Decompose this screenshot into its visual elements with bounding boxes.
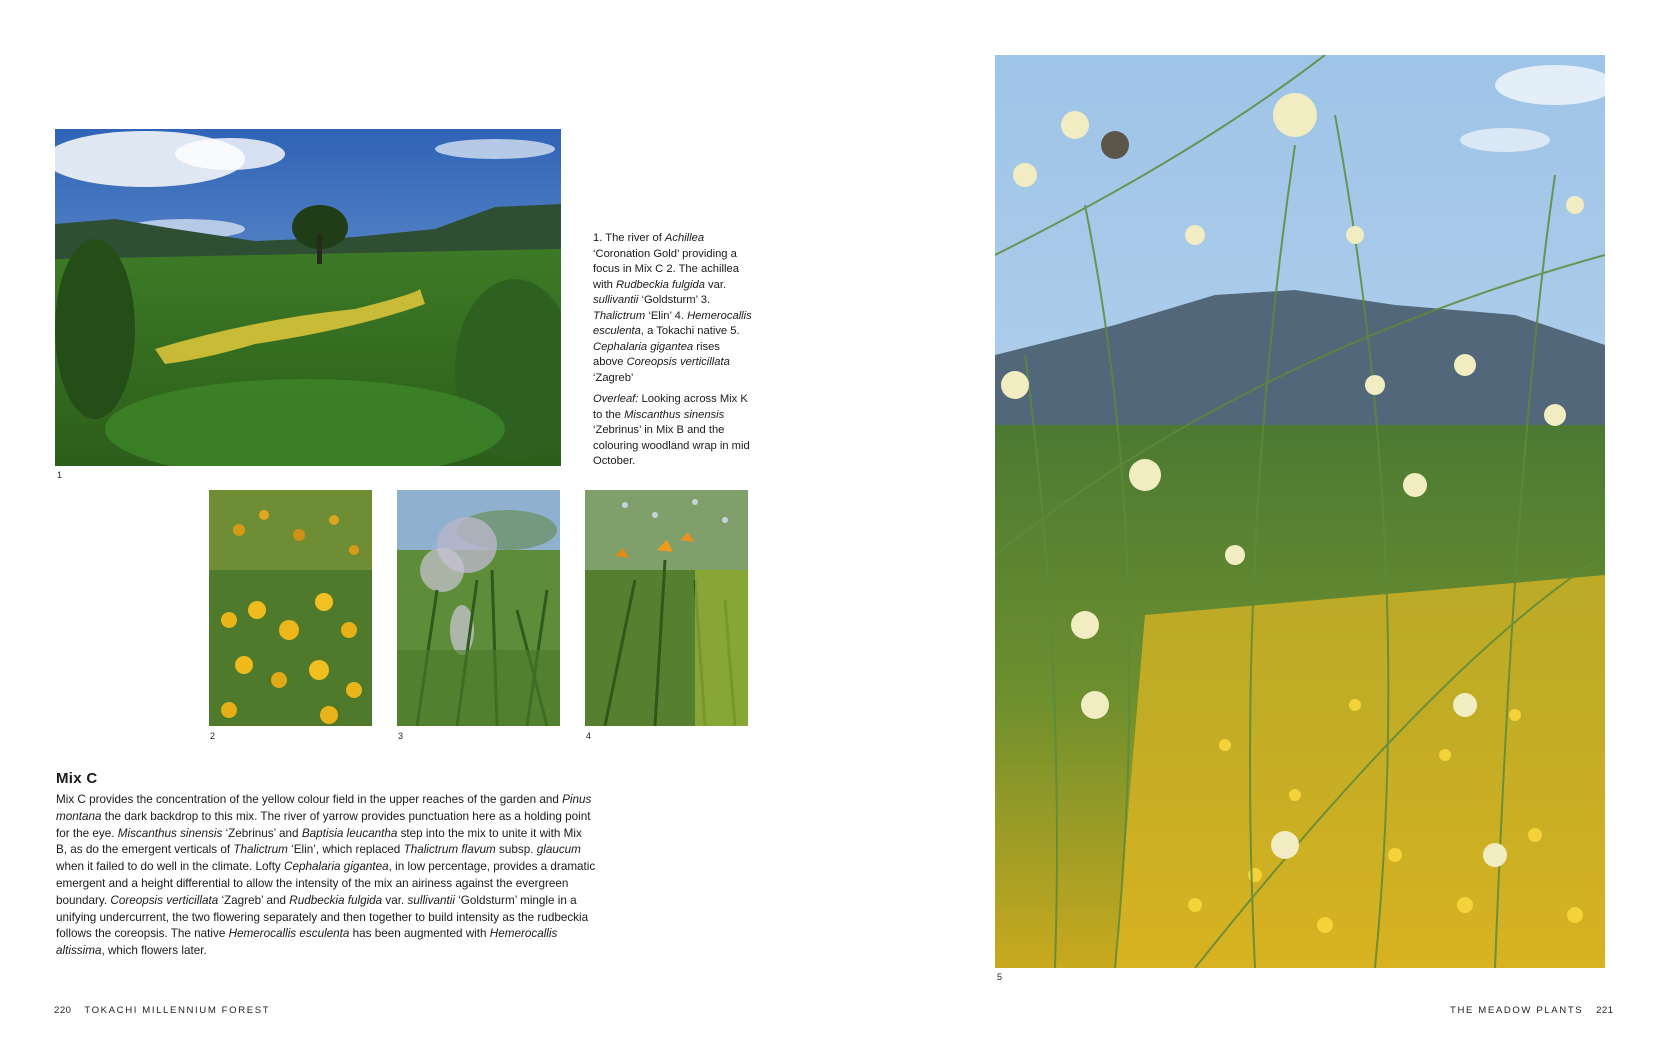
italic-run: Miscanthus sinensis — [117, 826, 223, 840]
footer-right — [1450, 1005, 1614, 1016]
italic-run: Hemerocallis esculenta — [593, 309, 752, 337]
running-title-right: THE MEADOW PLANTS — [1450, 1005, 1584, 1016]
text-run: has been augmented with — [349, 927, 490, 941]
text-run: var. — [704, 278, 727, 291]
photo-achillea-river — [55, 129, 561, 466]
photo-achillea-rudbeckia — [209, 490, 372, 726]
italic-run: Miscanthus sinensis — [624, 408, 725, 421]
page-number-left: 220 — [54, 1005, 72, 1016]
text-run: ‘Zagreb’ — [593, 371, 634, 384]
text-run: ‘Zebrinus’ and — [222, 826, 302, 840]
footer-left — [54, 1005, 270, 1016]
italic-run: sullivantii — [407, 893, 455, 907]
text-run: when it failed to do well in the climate. Lofty — [56, 860, 285, 874]
italic-run: Overleaf: — [593, 393, 639, 405]
text-run: 1. The river of — [593, 232, 665, 244]
italic-run: Hemerocallis esculenta — [228, 927, 350, 941]
italic-run: Achillea — [664, 232, 705, 244]
italic-run: Rudbeckia fulgida — [616, 278, 705, 291]
text-run: ‘Coronation Gold’ providing a focus in Mix C 2. The achillea with — [593, 247, 739, 291]
photo-hemerocallis — [585, 490, 748, 726]
italic-run: Hemerocallis altissima — [56, 927, 558, 958]
text-run: Looking across Mix K to the — [593, 393, 748, 421]
caption-figures — [593, 231, 753, 386]
text-run: step into the mix to unite it with Mix B, as do the emergent verticals of — [56, 826, 582, 857]
page-number-right: 221 — [1596, 1005, 1614, 1016]
figure-number-1: 1 — [57, 470, 63, 480]
text-run: ‘Elin’ 4. — [645, 309, 688, 322]
text-run: , which flowers later. — [101, 944, 207, 958]
section-heading: Mix C — [56, 770, 98, 787]
text-run: rises above — [593, 340, 720, 368]
italic-run: Cephalaria gigantea — [593, 340, 694, 353]
italic-run: Coreopsis verticillata — [626, 356, 730, 368]
italic-run: Thalictrum flavum — [403, 843, 496, 857]
text-run: ‘Goldsturm’ 3. — [638, 294, 711, 306]
text-run: ‘Goldsturm’ mingle in a unifying undercurrent, the two flowering separately and then together to build intensity as the rudbeckia follows the coreopsis. The native — [56, 893, 589, 941]
italic-run: Rudbeckia fulgida — [289, 893, 383, 907]
text-run: , a Tokachi native 5. — [640, 325, 740, 337]
text-run: the dark backdrop to this mix. The river of yarrow provides punctuation here as a holding point for the eye. — [56, 809, 591, 840]
figure-number-5: 5 — [997, 972, 1003, 982]
figure-caption — [593, 231, 753, 476]
italic-run: glaucum — [536, 843, 581, 857]
italic-run: Baptisia leucantha — [301, 826, 398, 840]
italic-run: Coreopsis verticillata — [110, 893, 219, 907]
section-body — [56, 792, 596, 960]
italic-run: Thalictrum — [593, 309, 646, 322]
text-run: , in low percentage, provides a dramatic emergent and a height differential to allow the intensity of the mix an airiness against the evergreen boundary. — [56, 860, 596, 907]
text-run: ‘Zebrinus’ in Mix B and the colouring woodland wrap in mid October. — [593, 424, 750, 467]
figure-number-2: 2 — [210, 731, 216, 741]
italic-run: sullivantii — [593, 294, 639, 306]
text-run: var. — [382, 893, 408, 907]
text-run: ‘Elin’, which replaced — [287, 843, 404, 857]
text-run: Mix C provides the concentration of the yellow colour field in the upper reaches of the garden and — [56, 793, 563, 806]
photo-thalictrum — [397, 490, 560, 726]
text-run: subsp. — [495, 843, 537, 857]
photo-cephalaria-coreopsis — [995, 55, 1605, 968]
caption-overleaf — [593, 392, 753, 470]
figure-number-3: 3 — [398, 731, 404, 741]
italic-run: Pinus montana — [56, 793, 592, 823]
figure-number-4: 4 — [586, 731, 592, 741]
text-run: ‘Zagreb’ and — [218, 893, 290, 907]
italic-run: Thalictrum — [233, 843, 288, 857]
italic-run: Cephalaria gigantea — [284, 860, 389, 874]
running-title-left: TOKACHI MILLENNIUM FOREST — [84, 1005, 271, 1016]
